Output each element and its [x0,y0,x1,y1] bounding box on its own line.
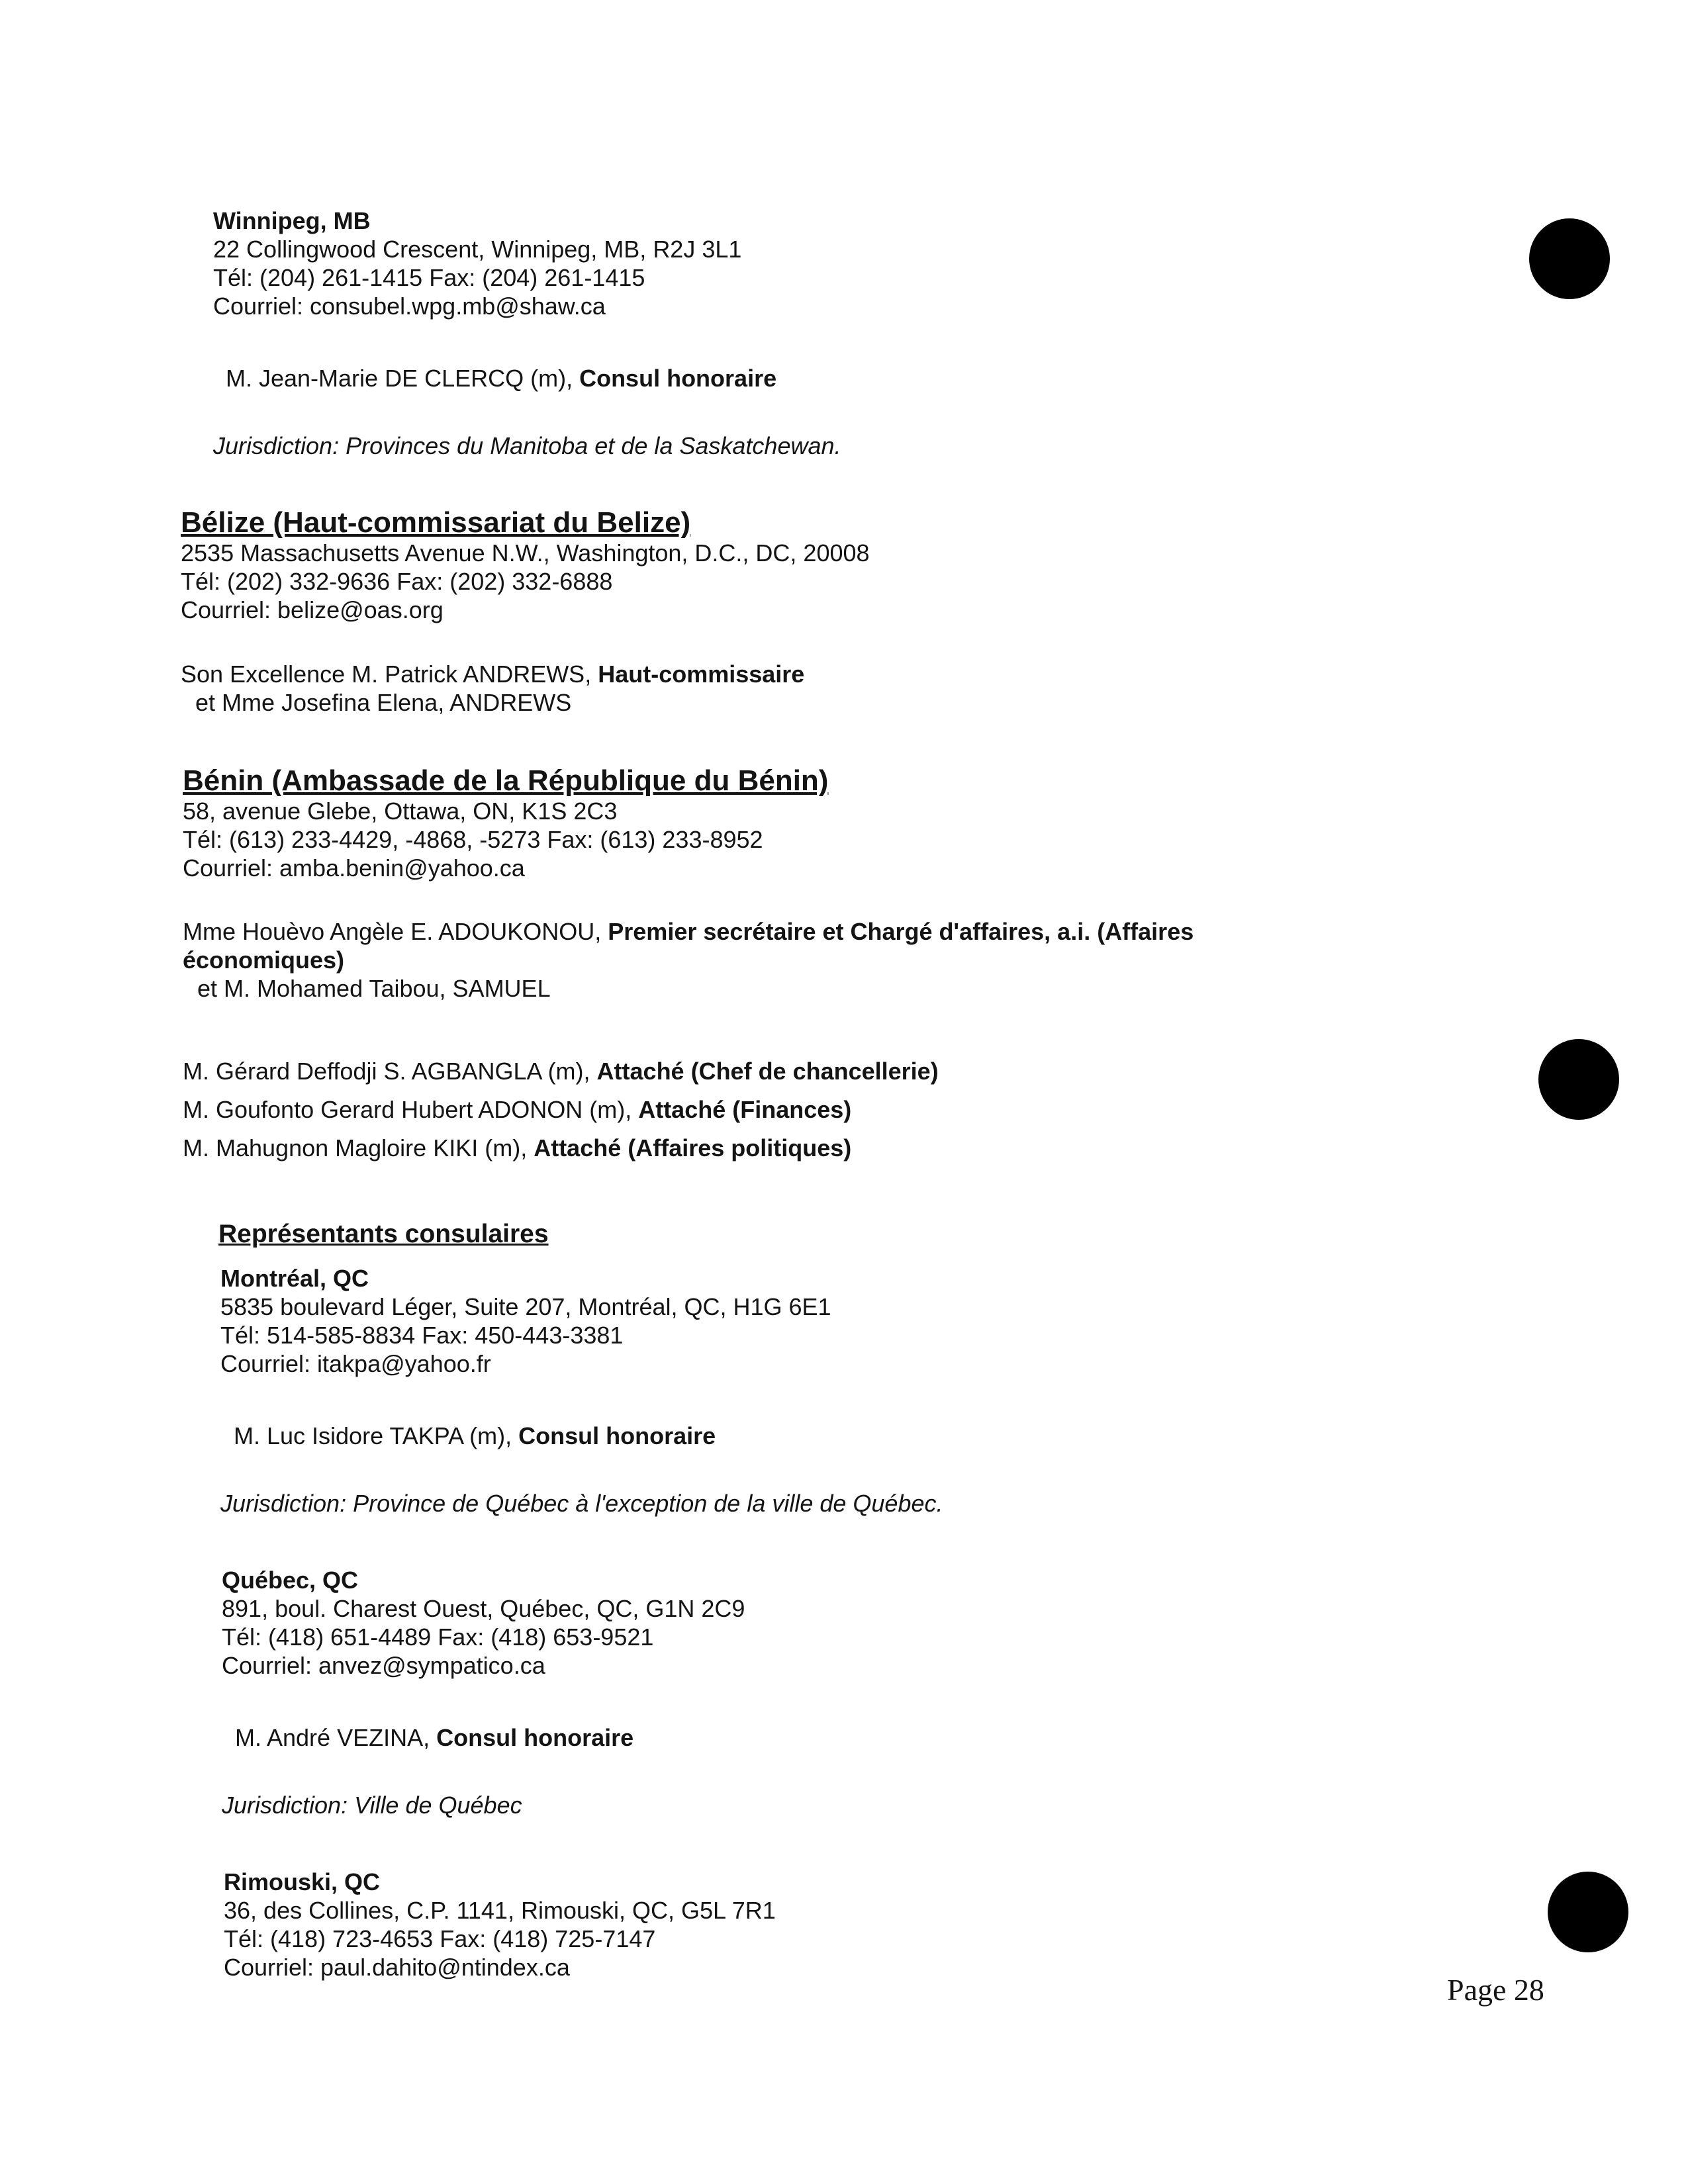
city-heading: Rimouski, QC [224,1868,381,1895]
person-name: M. Mahugnon Magloire KIKI (m), [183,1134,534,1161]
tel-fax-line: Tél: 514-585-8834 Fax: 450-443-3381 [220,1322,624,1349]
person-title-continued: économiques) [183,946,345,974]
person-title: Consul honoraire [518,1422,716,1449]
belize-section [181,507,870,624]
person-title: Attaché (Affaires politiques) [534,1134,852,1161]
person-title: Haut-commissaire [598,660,805,688]
address-line: 2535 Massachusetts Avenue N.W., Washington, D.C., DC, 20008 [181,539,870,567]
binder-hole-middle [1538,1039,1619,1120]
jurisdiction-text: Ville de Québec [348,1792,522,1819]
page-number: Page 28 [1447,1973,1544,2007]
tel-fax-line: Tél: (202) 332-9636 Fax: (202) 332-6888 [181,568,613,595]
email-line: Courriel: itakpa@yahoo.fr [220,1350,491,1377]
address-line: 36, des Collines, C.P. 1141, Rimouski, QC, G5L 7R1 [224,1897,776,1924]
jurisdiction-label: Jurisdiction: [220,1490,347,1517]
consular-heading-block [218,1219,549,1250]
email-line: Courriel: amba.benin@yahoo.ca [183,854,525,882]
person-name: Son Excellence M. Patrick ANDREWS, [181,660,598,688]
binder-hole-top [1529,218,1610,299]
binder-hole-bottom [1548,1872,1628,1952]
city-heading: Montréal, QC [220,1265,369,1292]
city-heading: Winnipeg, MB [213,207,371,234]
email-line: Courriel: consubel.wpg.mb@shaw.ca [213,293,606,320]
belize-high-commissioner [181,660,804,717]
person-name: M. André VEZINA, [235,1724,437,1751]
country-heading: Bénin (Ambassade de la République du Bénin) [183,764,829,797]
address-line: 58, avenue Glebe, Ottawa, ON, K1S 2C3 [183,797,618,825]
jurisdiction-text: Provinces du Manitoba et de la Saskatchewan. [339,432,841,459]
person-title: Premier secrétaire et Chargé d'affaires, a.i. (Affaires [608,918,1194,945]
quebec-jurisdiction [222,1791,522,1819]
quebec-consul [235,1723,633,1752]
person-title: Attaché (Chef de chancellerie) [596,1058,939,1085]
winnipeg-consul [226,364,776,392]
staff-row [183,1052,939,1091]
staff-row [183,1129,939,1167]
person-name: M. Luc Isidore TAKPA (m), [234,1422,519,1449]
tel-fax-line: Tél: (613) 233-4429, -4868, -5273 Fax: (613) 233-8952 [183,826,763,853]
quebec-address-block [222,1566,745,1680]
winnipeg-address-block [213,206,741,320]
person-name: Mme Houèvo Angèle E. ADOUKONOU, [183,918,608,945]
address-line: 22 Collingwood Crescent, Winnipeg, MB, R2J 3L1 [213,236,742,263]
person-name: M. Goufonto Gerard Hubert ADONON (m), [183,1096,639,1123]
jurisdiction-text: Province de Québec à l'exception de la ville de Québec. [346,1490,943,1517]
montreal-address-block [220,1264,831,1378]
tel-fax-line: Tél: (204) 261-1415 Fax: (204) 261-1415 [213,264,645,291]
country-heading: Bélize (Haut-commissariat du Belize) [181,506,691,539]
jurisdiction-label: Jurisdiction: [213,432,340,459]
benin-charge-affaires [183,917,1194,1003]
montreal-consul [234,1422,716,1450]
address-line: 891, boul. Charest Ouest, Québec, QC, G1N 2C9 [222,1595,745,1622]
address-line: 5835 boulevard Léger, Suite 207, Montréal, QC, H1G 6E1 [220,1293,831,1320]
rimouski-address-block [224,1868,776,1981]
person-title: Attaché (Finances) [638,1096,852,1123]
benin-staff-list [183,1052,939,1167]
person-name: M. Gérard Deffodji S. AGBANGLA (m), [183,1058,597,1085]
spouse-line: et Mme Josefina Elena, ANDREWS [195,689,572,716]
staff-row [183,1091,939,1129]
tel-fax-line: Tél: (418) 723-4653 Fax: (418) 725-7147 [224,1925,656,1952]
person-title: Consul honoraire [579,365,777,392]
email-line: Courriel: paul.dahito@ntindex.ca [224,1954,570,1981]
city-heading: Québec, QC [222,1567,359,1594]
email-line: Courriel: anvez@sympatico.ca [222,1652,545,1679]
spouse-line: et M. Mohamed Taibou, SAMUEL [197,975,551,1002]
montreal-jurisdiction [220,1489,943,1518]
winnipeg-jurisdiction [213,432,841,460]
person-name: M. Jean-Marie DE CLERCQ (m), [226,365,580,392]
consular-heading: Représentants consulaires [218,1220,549,1248]
benin-section [183,765,828,882]
tel-fax-line: Tél: (418) 651-4489 Fax: (418) 653-9521 [222,1623,654,1651]
email-line: Courriel: belize@oas.org [181,596,444,623]
jurisdiction-label: Jurisdiction: [222,1792,348,1819]
person-title: Consul honoraire [436,1724,634,1751]
